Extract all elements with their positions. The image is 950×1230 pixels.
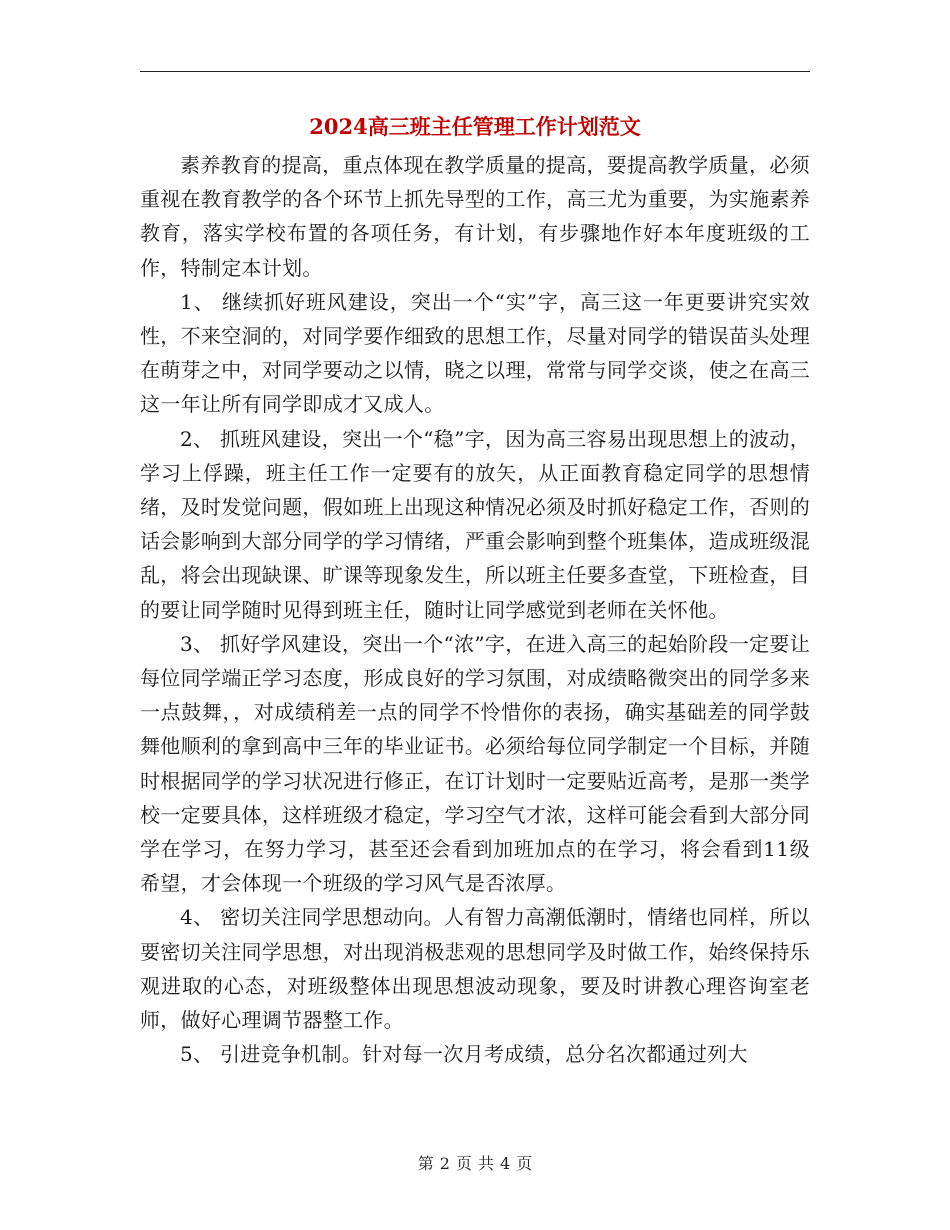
footer-total-pages: 4 [500, 1154, 511, 1173]
footer-suffix: 页 [516, 1154, 533, 1173]
paragraph-item-3: 3、 抓好学风建设，突出一个“浓”字，在进入高三的起始阶段一定要让每位同学端正学习态度，形成良好的学习氛围，对成绩略微突出的同学多来一点鼓舞，，对成绩稍差一点的同学不怜惜你的表扬，确实基础差的同学鼓舞他顺利的拿到高中三年的毕业证书。必须给每位同学制定一个目标，并随时根据同学的学习状况进行修正，在订计划时一定要贴近高考，是那一类学校一定要具体，这样班级才稳定，学习空气才浓，这样可能会看到大部分同学在学习，在努力学习，甚至还会看到加班加点的在学习，将会看到11级希望，才会体现一个班级的学习风气是否浓厚。 [140, 631, 810, 896]
paragraph-item-1: 1、 继续抓好班风建设，突出一个“实”字，高三这一年更要讲究实效性，不来空洞的，对同学要作细致的思想工作，尽量对同学的错误苗头处理在萌芽之中，对同学要动之以情，晓之以理，常常与同学交谈，使之在高三这一年让所有同学即成才又成人。 [140, 289, 810, 417]
document-title: 2024高三班主任管理工作计划范文 [309, 114, 641, 139]
paragraph-item-2: 2、 抓班风建设，突出一个“稳”字，因为高三容易出现思想上的波动，学习上俘躁，班主任工作一定要有的放矢，从正面教育稳定同学的思想情绪，及时发觉问题，假如班上出现这种情况必须及时抓好稳定工作，否则的话会影响到大部分同学的学习情绪，严重会影响到整个班集体，造成班级混乱，将会出现缺课、旷课等现象发生，所以班主任要多查堂，下班检查，目的要让同学随时见得到班主任，随时让同学感觉到老师在关怀他。 [140, 426, 810, 622]
footer-total-word: 共 [478, 1154, 495, 1173]
document-body [140, 148, 810, 1071]
paragraph-item-5: 5、 引进竞争机制。针对每一次月考成绩，总分名次都通过列大 [180, 1042, 748, 1067]
footer-current-page: 2 [439, 1154, 450, 1173]
header-rule [140, 71, 810, 72]
paragraph-item-4: 4、 密切关注同学思想动向。人有智力高潮低潮时，情绪也同样，所以要密切关注同学思想，对出现消极悲观的思想同学及时做工作，始终保持乐观进取的心态，对班级整体出现思想波动现象，要及时讲教心理咨询室老师，做好心理调节器整工作。 [140, 905, 810, 1033]
footer-page-word: 页 [455, 1154, 472, 1173]
footer-prefix: 第 [417, 1154, 434, 1173]
page-footer [0, 1152, 950, 1176]
paragraph-intro: 素养教育的提高，重点体现在教学质量的提高，要提高教学质量，必须重视在教育教学的各个环节上抓先导型的工作，高三尤为重要，为实施素养教育，落实学校布置的各项任务，有计划，有步骤地作好本年度班级的工作，特制定本计划。 [140, 153, 810, 280]
